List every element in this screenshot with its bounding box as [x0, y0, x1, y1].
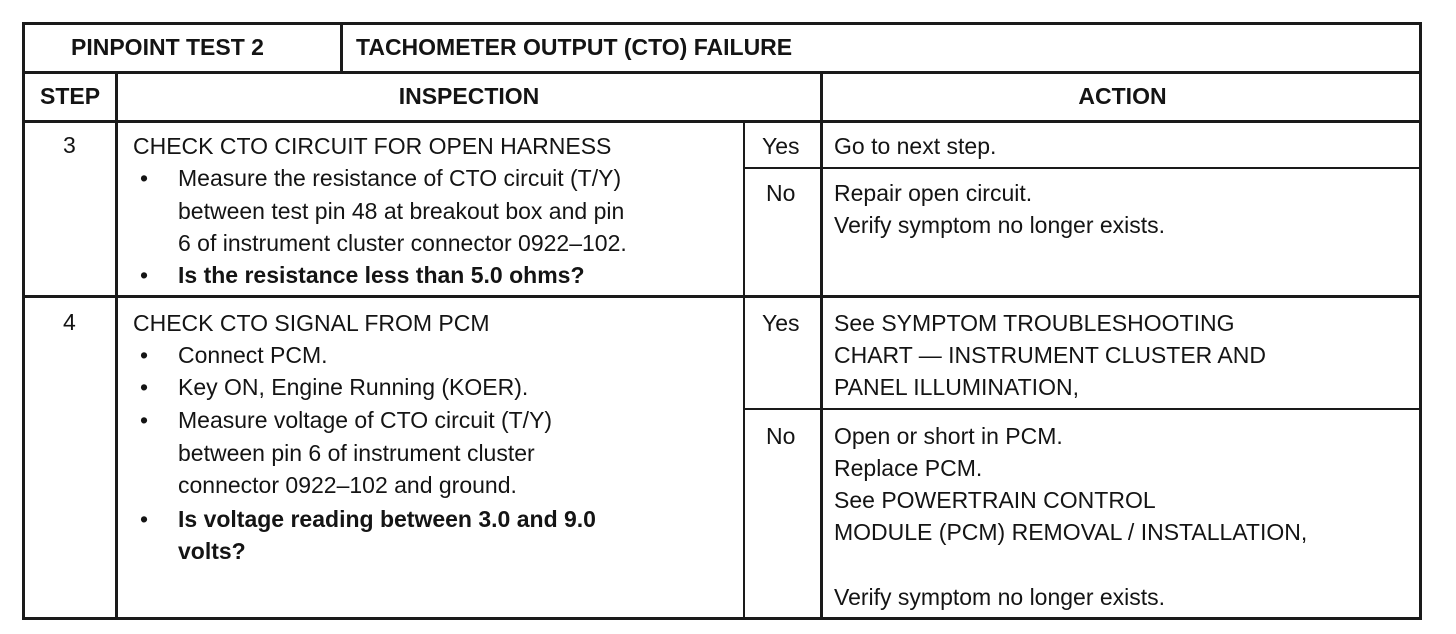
rule-step-column — [115, 71, 118, 620]
rule-step3-yes-no — [743, 167, 1422, 169]
step-number: 4 — [63, 309, 76, 335]
rule-between-steps — [22, 295, 1422, 298]
action-line: PANEL ILLUMINATION, — [834, 374, 1079, 400]
column-header-inspection: INSPECTION — [398, 83, 540, 109]
action-line: Open or short in PCM. — [834, 423, 1063, 449]
result-yes: Yes — [762, 133, 800, 159]
rule-below-header — [22, 71, 1422, 74]
question-line: Is the resistance less than 5.0 ohms? — [178, 262, 585, 288]
result-no: No — [766, 180, 796, 206]
bullet-line: between test pin 48 at breakout box and pin — [178, 198, 625, 224]
bullet-line: between pin 6 of instrument cluster — [178, 440, 535, 466]
bullet-line: Measure the resistance of CTO circuit (T/Y) — [178, 165, 622, 191]
action-line: Replace PCM. — [834, 455, 983, 481]
question-line: Is voltage reading between 3.0 and 9.0 — [178, 506, 596, 532]
column-header-action: ACTION — [1078, 83, 1167, 109]
bullet-icon: • — [140, 374, 149, 400]
action-line: See POWERTRAIN CONTROL — [834, 487, 1156, 513]
bullet-line: Measure voltage of CTO circuit (T/Y) — [178, 407, 553, 433]
action-line: Go to next step. — [834, 133, 997, 159]
bullet-icon: • — [140, 342, 149, 368]
action-line: CHART — INSTRUMENT CLUSTER AND — [834, 342, 1266, 368]
step-title: CHECK CTO SIGNAL FROM PCM — [133, 310, 490, 336]
bullet-icon: • — [140, 262, 149, 288]
step-number: 3 — [63, 132, 76, 158]
column-header-step: STEP — [40, 83, 101, 109]
step-title: CHECK CTO CIRCUIT FOR OPEN HARNESS — [133, 133, 612, 159]
action-line: Verify symptom no longer exists. — [834, 212, 1166, 238]
bullet-line: Key ON, Engine Running (KOER). — [178, 374, 529, 400]
bullet-line: connector 0922–102 and ground. — [178, 472, 517, 498]
rule-result-action — [820, 71, 823, 620]
rule-inspection-result — [743, 120, 745, 620]
test-title: TACHOMETER OUTPUT (CTO) FAILURE — [356, 34, 793, 60]
action-line: See SYMPTOM TROUBLESHOOTING — [834, 310, 1235, 336]
test-id: PINPOINT TEST 2 — [71, 34, 264, 60]
bullet-icon: • — [140, 407, 149, 433]
rule-below-column-headers — [22, 120, 1422, 123]
rule-step4-yes-no — [743, 408, 1422, 410]
result-no: No — [766, 423, 796, 449]
rule-header-divider — [340, 22, 343, 73]
action-line: MODULE (PCM) REMOVAL / INSTALLATION, — [834, 519, 1308, 545]
bullet-line: Connect PCM. — [178, 342, 328, 368]
bullet-line: 6 of instrument cluster connector 0922–102. — [178, 230, 627, 256]
question-line: volts? — [178, 538, 246, 564]
result-yes: Yes — [762, 310, 800, 336]
bullet-icon: • — [140, 165, 149, 191]
bullet-icon: • — [140, 506, 149, 532]
action-line: Verify symptom no longer exists. — [834, 584, 1166, 610]
action-line: Repair open circuit. — [834, 180, 1033, 206]
